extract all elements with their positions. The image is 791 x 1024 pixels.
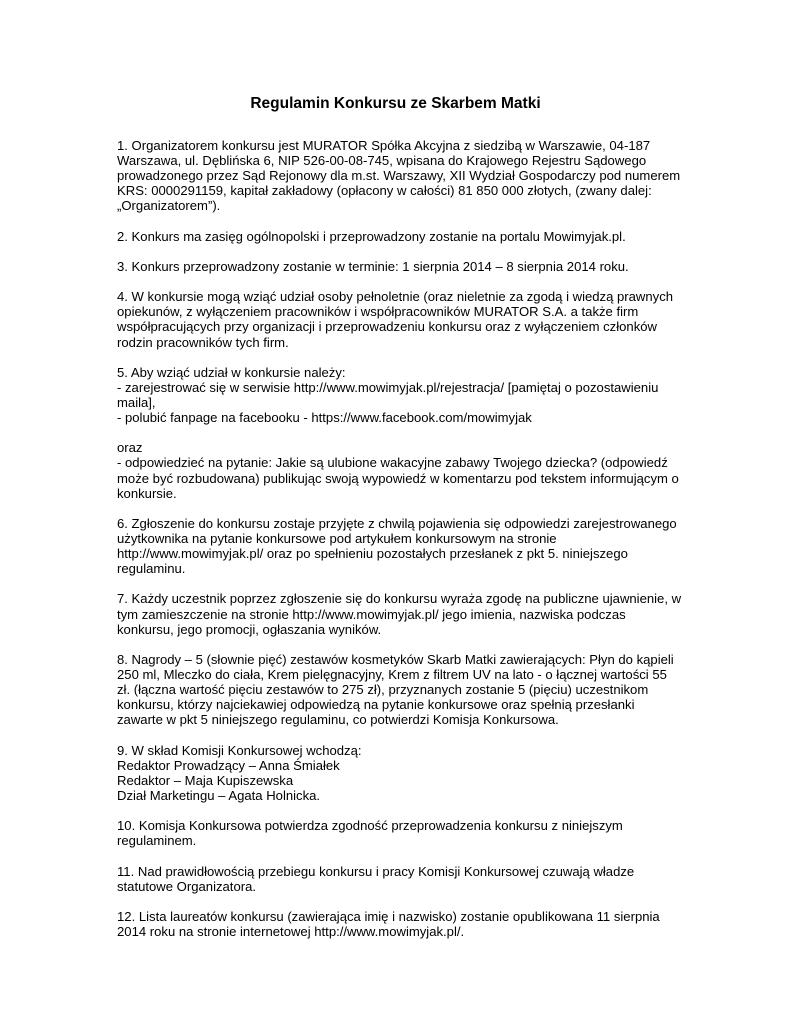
paragraph-line: 2. Konkurs ma zasięg ogólnopolski i przeprowadzony zostanie na portalu Mowimyjak.pl. [117, 228, 626, 244]
paragraph-line: 9. W skład Komisji Konkursowej wchodzą: [117, 742, 362, 758]
paragraph-line: może być rozbudowana) publikując swoją wypowiedź w komentarzu pod tekstem informującym o [117, 470, 679, 486]
paragraph-line: zł. (łączna wartość pięciu zestawów to 275 zł), przyznanych zostanie 5 (pięciu) uczestnikom [117, 682, 649, 698]
paragraph-line: 11. Nad prawidłowością przebiegu konkursu i pracy Komisji Konkursowej czuwają władze [117, 863, 635, 879]
paragraph-line: - odpowiedzieć na pytanie: Jakie są ulubione wakacyjne zabawy Twojego dziecka? (odpowiedź [117, 455, 668, 471]
paragraph-line: zawarte w pkt 5 niniejszego regulaminu, co potwierdzi Komisja Konkursowa. [117, 712, 559, 728]
paragraph-line: 3. Konkurs przeprowadzony zostanie w terminie: 1 sierpnia 2014 – 8 sierpnia 2014 roku. [117, 258, 629, 274]
paragraph-line: maila], [117, 394, 156, 410]
paragraph-line: - polubić fanpage na facebooku - https://www.facebook.com/mowimyjak [117, 410, 532, 426]
paragraph-line: 2014 roku na stronie internetowej http://www.mowimyjak.pl/. [117, 924, 465, 939]
paragraph [117, 516, 677, 576]
paragraph-line: regulaminu. [117, 561, 186, 577]
paragraph-line: http://www.mowimyjak.pl/ oraz po spełnieniu pozostałych przesłanek z pkt 5. niniejszego [117, 546, 628, 562]
paragraph-line: „Organizatorem”). [117, 198, 221, 214]
paragraph-line: tym zamieszczenie na stronie http://www.mowimyjak.pl/ jego imienia, nazwiska podczas [117, 606, 626, 622]
paragraph [117, 818, 677, 848]
paragraph [117, 440, 677, 500]
paragraph-line: statutowe Organizatora. [117, 878, 257, 894]
paragraph [117, 138, 681, 214]
paragraph-line: - zarejestrować się w serwisie http://www.mowimyjak.pl/rejestracja/ [pamiętaj o pozostawieniu [117, 379, 659, 395]
paragraph-line: 6. Zgłoszenie do konkursu zostaje przyjęte z chwilą pojawienia się odpowiedzi zarejestrowanego [117, 515, 677, 531]
paragraph-line: współpracujących przy organizacji i przeprowadzeniu konkursu oraz z wyłączeniem członków [117, 319, 657, 335]
paragraph-line: KRS: 0000291159, kapitał zakładowy (opłacony w całości) 81 850 000 złotych, (zwany dalej: [117, 183, 652, 199]
paragraph-line: Warszawa, ul. Dęblińska 6, NIP 526-00-08-745, wpisana do Krajowego Rejestru Sądowego [117, 153, 647, 169]
paragraph [117, 864, 677, 894]
paragraph [117, 289, 677, 349]
paragraph-line: Redaktor – Maja Kupiszewska [117, 772, 294, 788]
paragraph-line: konkursu, którzy najciekawiej odpowiedzą na pytanie konkursowe oraz spełnią przesłanki [117, 697, 635, 713]
paragraph [117, 365, 677, 425]
paragraph [117, 652, 677, 727]
paragraph-line: użytkownika na pytanie konkursowe pod artykułem konkursowym na stronie [117, 531, 557, 546]
paragraph-line: konkursie. [117, 485, 177, 501]
paragraph [117, 909, 677, 939]
paragraph-line: 12. Lista laureatów konkursu (zawierająca imię i nazwisko) zostanie opublikowana 11 sierpnia [117, 908, 660, 924]
paragraph [117, 743, 677, 803]
paragraph-line: 4. W konkursie mogą wziąć udział osoby pełnoletnie (oraz nieletnie za zgodą i wiedzą prawnych [117, 289, 674, 305]
document-body [117, 138, 682, 954]
paragraph-line: konkursu, jego promocji, ogłaszania wyników. [117, 621, 382, 637]
paragraph [117, 229, 677, 244]
paragraph-line: rodzin pracowników tych firm. [117, 334, 289, 350]
paragraph [117, 591, 682, 637]
paragraph-line: opiekunów, z wyłączeniem pracowników i współpracowników MURATOR S.A. a także firm [117, 304, 639, 320]
paragraph-line: 8. Nagrody – 5 (słownie pięć) zestawów kosmetyków Skarb Matki zawierających: Płyn do kąpieli [117, 651, 674, 667]
paragraph-line: 5. Aby wziąć udział w konkursie należy: [117, 364, 346, 380]
paragraph-line: Dział Marketingu – Agata Holnicka. [117, 787, 321, 803]
paragraph-line: 1. Organizatorem konkursu jest MURATOR Spółka Akcyjna z siedzibą w Warszawie, 04-187 [117, 138, 651, 153]
paragraph-line: prowadzonego przez Sąd Rejonowy dla m.st. Warszawy, XII Wydział Gospodarczy pod numerem [117, 168, 681, 184]
paragraph-line: oraz [117, 440, 143, 456]
document-title: Regulamin Konkursu ze Skarbem Matki [250, 95, 541, 112]
paragraph [117, 259, 677, 274]
paragraph-line: 7. Każdy uczestnik poprzez zgłoszenie się do konkursu wyraża zgodę na publiczne ujawnienie, w [117, 591, 682, 607]
paragraph-line: regulaminem. [117, 833, 197, 849]
paragraph-line: 250 ml, Mleczko do ciała, Krem pielęgnacyjny, Krem z filtrem UV na lato - o łącznej wartości 55 [117, 667, 667, 683]
paragraph-line: 10. Komisja Konkursowa potwierdza zgodność przeprowadzenia konkursu z niniejszym [117, 818, 623, 834]
paragraph-line: Redaktor Prowadzący – Anna Śmiałek [117, 757, 340, 773]
